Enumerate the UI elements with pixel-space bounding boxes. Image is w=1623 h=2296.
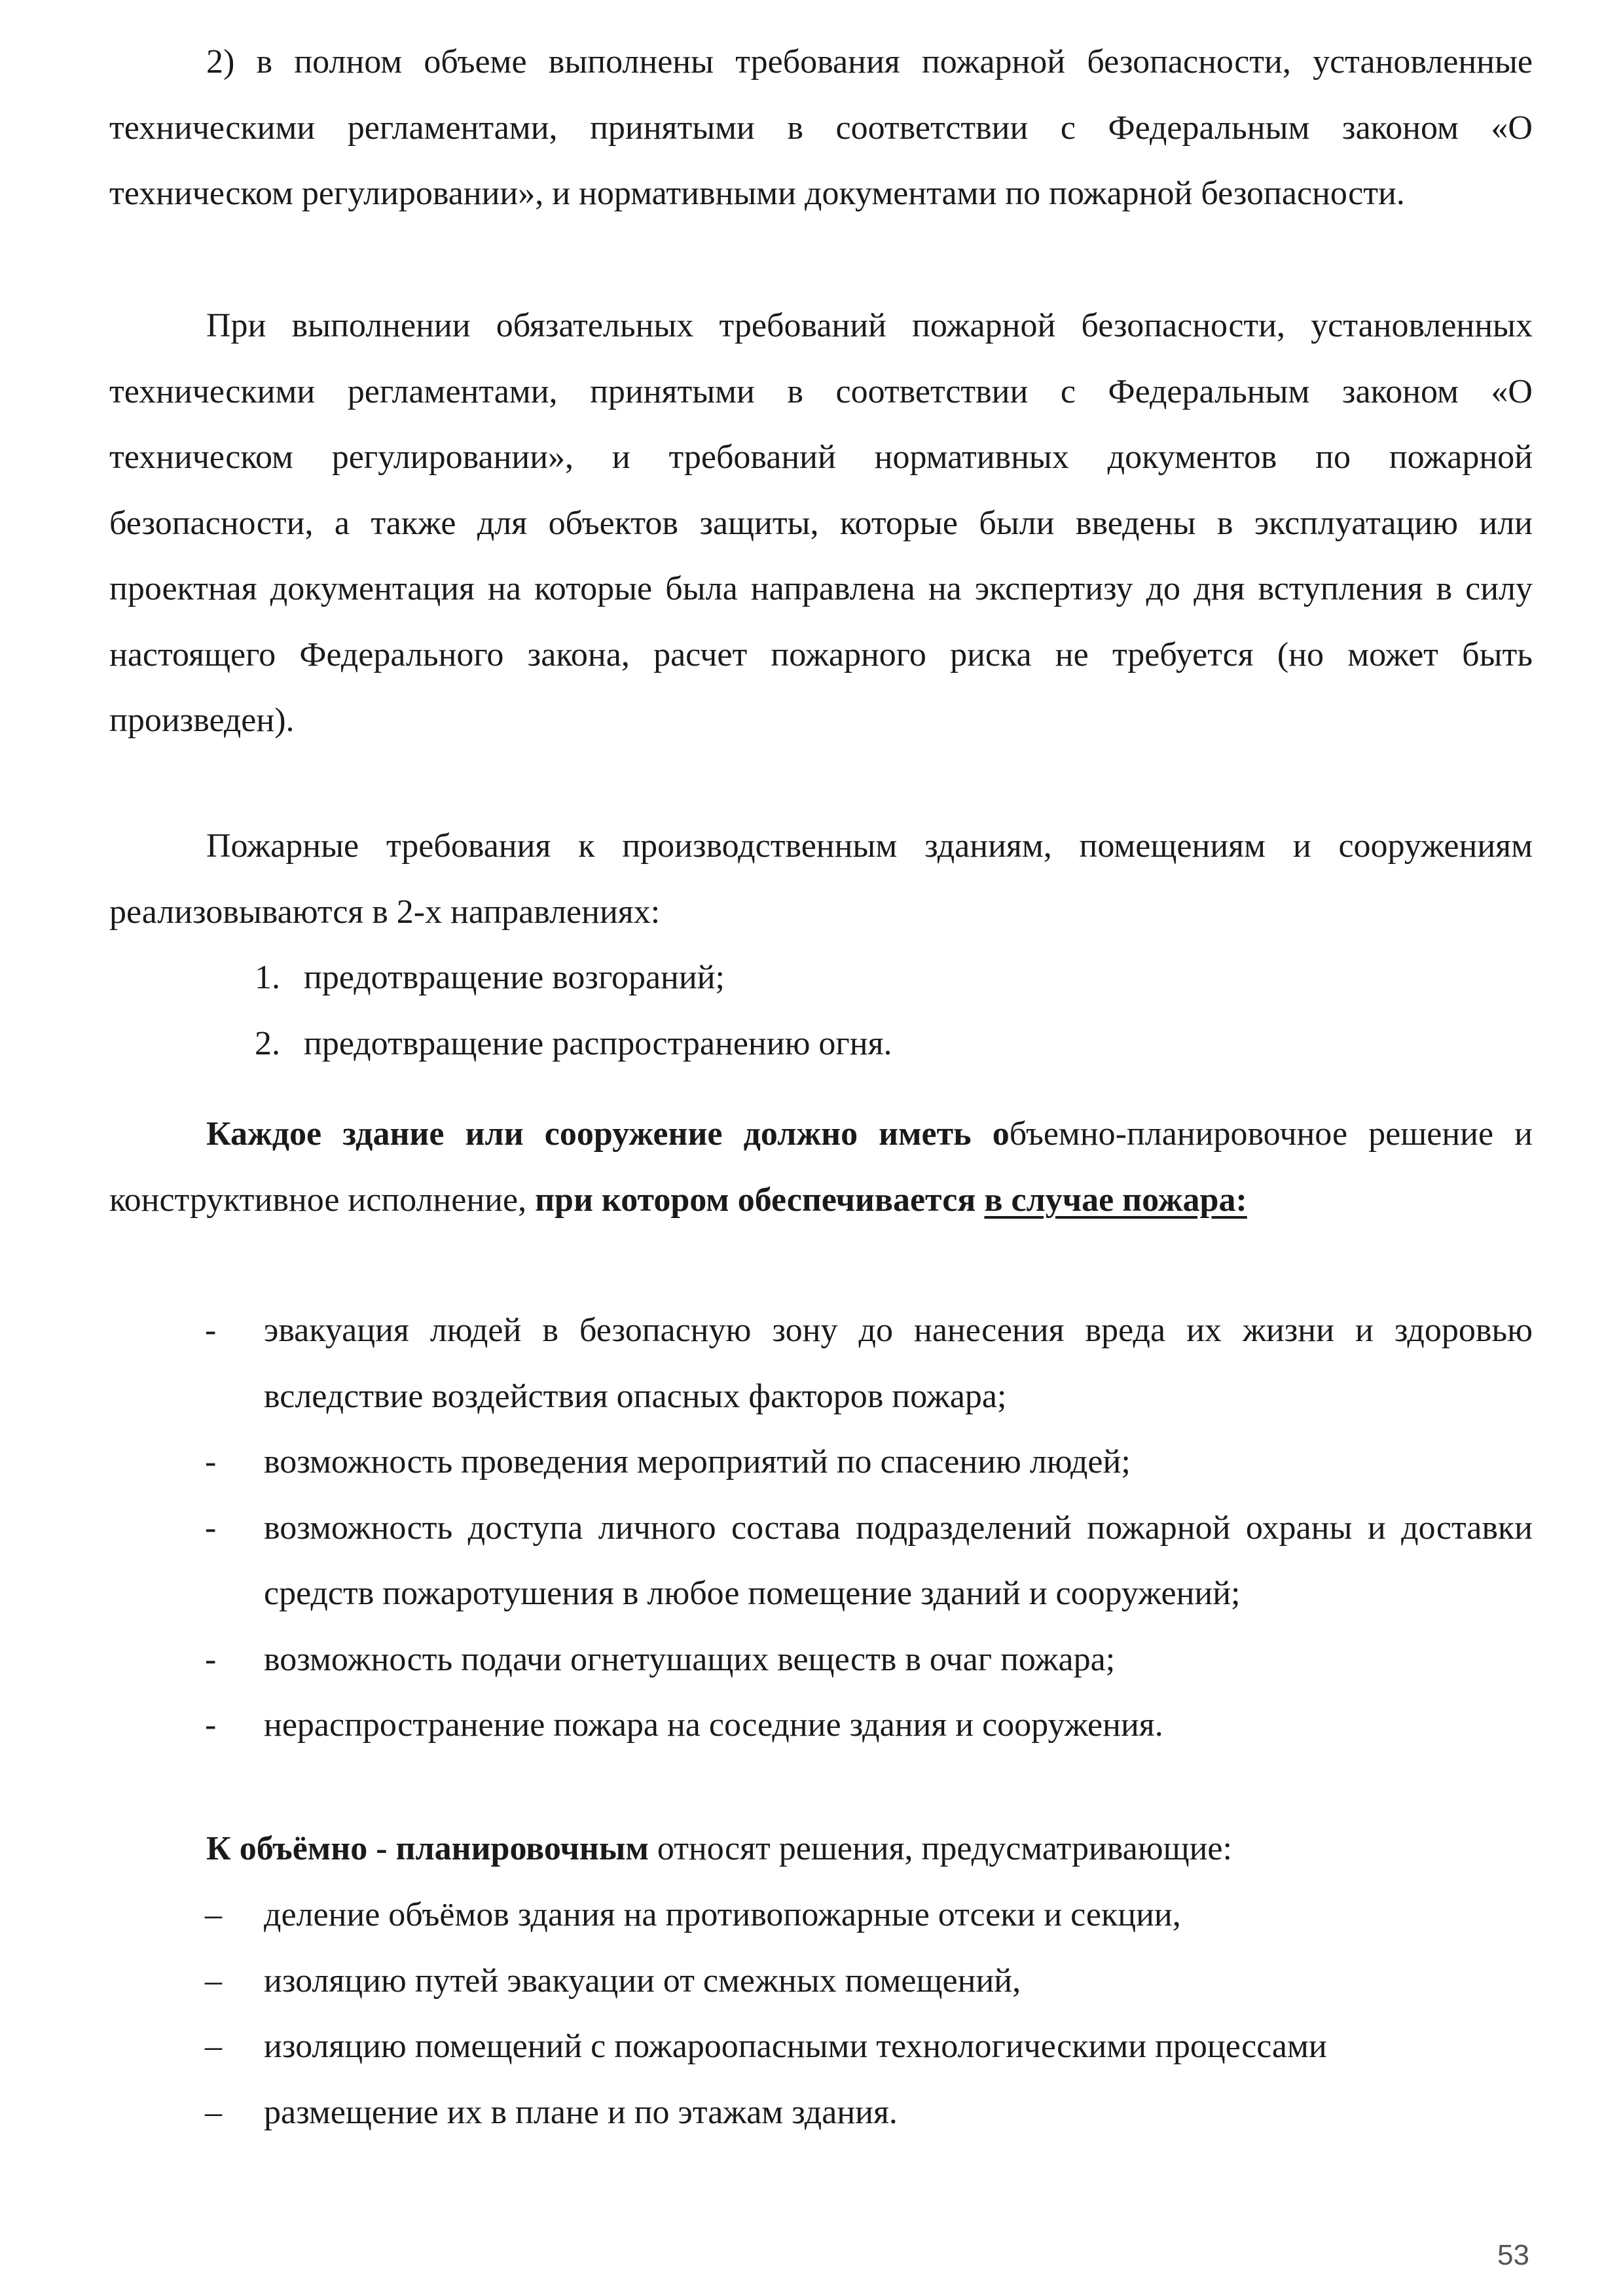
dash-marker: - [205, 1443, 217, 1480]
normal-text: бъемно-планировочное решение и конструктивное исполнение, [109, 1115, 1533, 1219]
list-item-text: нераспространение пожара на соседние здания и сооружения. [264, 1706, 1163, 1744]
dash-list-item [109, 1693, 1533, 1759]
dash-marker: – [205, 1962, 222, 2000]
paragraph-text: 2) в полном объеме выполнены требования пожарной безопасности, установленные техническими регламентами, принятыми в соответствии с Федеральным законом «О техническом регулировании», и нормативными документами по пожарной безопасности. [109, 43, 1533, 212]
paragraph-risk-calculation [109, 293, 1533, 754]
list-item-text: изоляцию путей эвакуации от смежных помещений, [264, 1962, 1021, 2000]
list-item-text: эвакуация людей в безопасную зону до нанесения вреда их жизни и здоровью вследствие воздействия опасных факторов пожара; [264, 1312, 1533, 1415]
dash-list-2 [109, 1882, 1533, 2145]
dash-list-item [109, 2014, 1533, 2080]
dash-marker: - [205, 1640, 217, 1678]
dash-list-item [109, 1948, 1533, 2015]
dash-marker: – [205, 2028, 222, 2065]
dash-list-item [109, 2080, 1533, 2146]
dash-marker: - [205, 1706, 217, 1744]
dash-list-item [109, 1496, 1533, 1627]
list-number: 2. [255, 1024, 280, 1062]
list-item-text: возможность доступа личного состава подразделений пожарной охраны и доставки средств пожаротушения в любое помещение зданий и сооружений; [264, 1509, 1533, 1612]
paragraph-fire-directions [109, 814, 1533, 945]
paragraph-text [109, 1816, 1533, 1882]
dash-list-item [109, 1627, 1533, 1693]
dash-list-item [109, 1298, 1533, 1429]
list-item-text: возможность подачи огнетушащих веществ в очаг пожара; [264, 1640, 1116, 1678]
paragraph-text [109, 1102, 1533, 1233]
dash-list [109, 1298, 1533, 1759]
normal-text: относят решения, предусматривающие: [648, 1830, 1232, 1867]
list-item-text: изоляцию помещений с пожароопасными технологическими процессами [264, 2028, 1327, 2065]
dash-marker: - [205, 1312, 217, 1349]
bold-text: Каждое здание или сооружение должно иметь о [206, 1115, 1010, 1153]
dash-marker: – [205, 2093, 222, 2131]
paragraph-text: При выполнении обязательных требований пожарной безопасности, установленных техническими регламентами, принятыми в соответствии с Федеральным законом «О техническом регулировании», и требований нормативных документов по пожарной безопасности, а также для объектов защиты, которые были введены в эксплуатацию или проектная документация на которые была направлена на экспертизу до дня вступления в силу настоящего Федерального закона, расчет пожарного риска не требуется (но может быть произведен). [109, 307, 1533, 739]
page-number: 53 [1497, 2239, 1529, 2271]
list-item-text: деление объёмов здания на противопожарные отсеки и секции, [264, 1896, 1181, 1933]
underlined-bold-text: в случае пожара: [984, 1181, 1247, 1219]
dash-marker: - [205, 1509, 217, 1547]
list-item-text: предотвращение распространению огня. [304, 1024, 892, 1062]
list-item-text: размещение их в плане и по этажам здания. [264, 2093, 898, 2131]
numbered-list [109, 945, 1533, 1077]
dash-list-item [109, 1429, 1533, 1496]
paragraph-building-requirements [109, 1102, 1533, 1233]
bold-text: при котором обеспечивается [535, 1181, 985, 1219]
list-item-text: возможность проведения мероприятий по спасению людей; [264, 1443, 1131, 1480]
bold-text: К объёмно - планировочным [206, 1830, 649, 1867]
numbered-list-item [109, 945, 1533, 1011]
paragraph-text: Пожарные требования к производственным зданиям, помещениям и сооружениям реализовываются в 2-х направлениях: [109, 827, 1533, 931]
list-item-text: предотвращение возгораний; [304, 959, 725, 996]
paragraph-space-planning [109, 1816, 1533, 1882]
dash-marker: – [205, 1896, 222, 1933]
numbered-list-item [109, 1011, 1533, 1077]
paragraph-requirements-met [109, 29, 1533, 227]
dash-list-item [109, 1882, 1533, 1948]
list-number: 1. [255, 959, 280, 996]
